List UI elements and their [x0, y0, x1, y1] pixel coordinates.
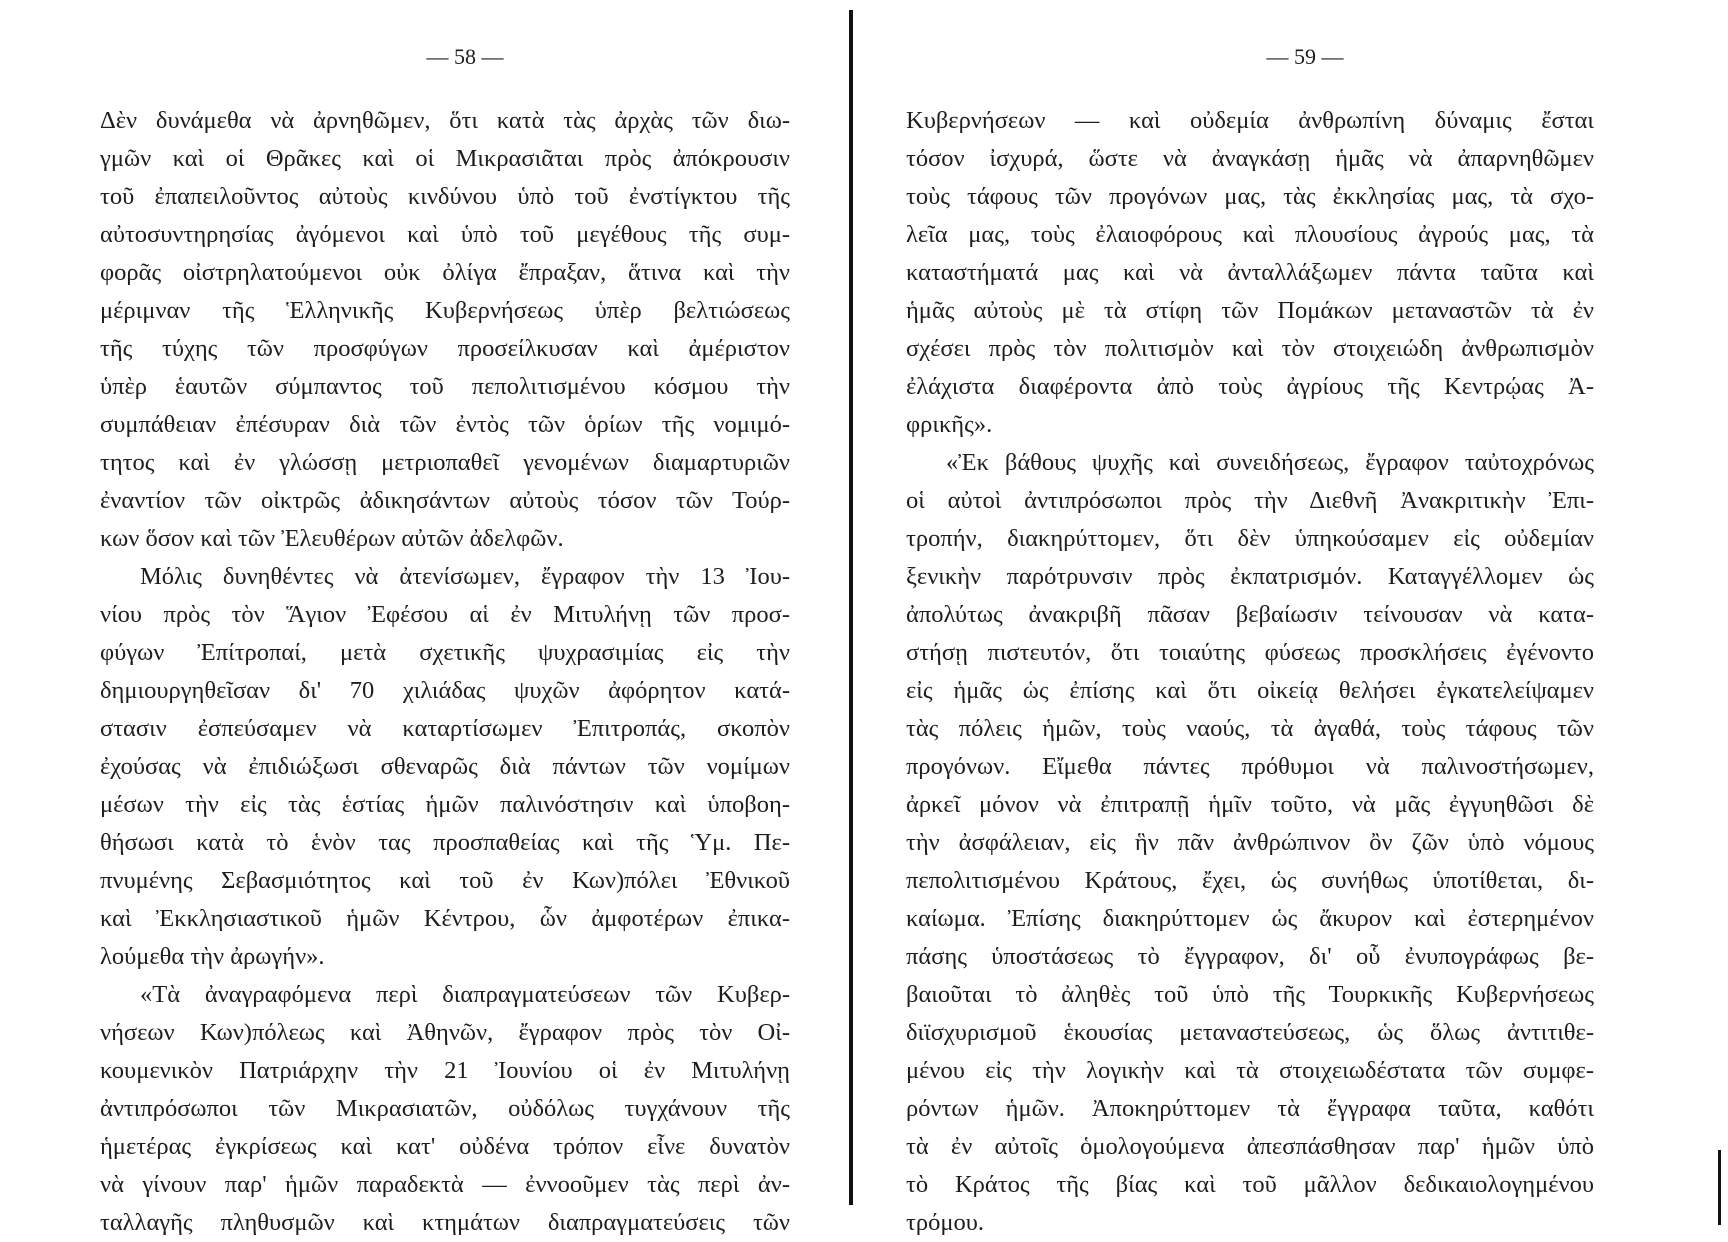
text-line: πνυμένης Σεβασμιότητος καὶ τοῦ ἐν Κων)πόλει Ἐθνικοῦ	[100, 867, 790, 894]
text-line: στασιν ἐσπεύσαμεν νὰ καταρτίσωμεν Ἐπιτροπάς, σκοπὸν	[100, 715, 790, 742]
text-line: θήσωσι κατὰ τὸ ἑνὸν τας προσπαθείας καὶ τῆς Ὑμ. Πε-	[100, 829, 790, 856]
text-line: νὰ γίνουν παρ' ἡμῶν παραδεκτὰ — ἐννοοῦμεν τὰς περὶ ἀν-	[100, 1171, 790, 1198]
text-line: καίωμα. Ἐπίσης διακηρύττομεν ὡς ἄκυρον καὶ ἐστερημένον	[906, 905, 1594, 932]
text-line: «Τὰ ἀναγραφόμενα περὶ διαπραγματεύσεων τῶν Κυβερ-	[140, 981, 790, 1008]
text-line: τὰ ἐν αὐτοῖς ὁμολογούμενα ἀπεσπάσθησαν παρ' ἡμῶν ὑπὸ	[906, 1133, 1594, 1160]
text-line: πεπολιτισμένου Κράτους, ἔχει, ὡς συνήθως ὑποτίθεται, δι-	[906, 867, 1594, 894]
text-line: νήσεων Κων)πόλεως καὶ Ἀθηνῶν, ἔγραφον πρὸς τὸν Οἰ-	[100, 1019, 790, 1046]
text-line: τὰς πόλεις ἡμῶν, τοὺς ναούς, τὰ ἀγαθά, τοὺς τάφους τῶν	[906, 715, 1594, 742]
text-line: αὐτοσυντηρησίας ἀγόμενοι καὶ ὑπὸ τοῦ μεγέθους τῆς συμ-	[100, 221, 790, 248]
text-line: συμπάθειαν ἐπέσυραν διὰ τῶν ἐντὸς τῶν ὁρίων τῆς νομιμό-	[100, 411, 790, 438]
text-line: τὸ Κράτος τῆς βίας καὶ τοῦ μᾶλλον δεδικαιολογημένου	[906, 1171, 1594, 1198]
text-line: ἀρκεῖ μόνον νὰ ἐπιτραπῇ ἡμῖν τοῦτο, νὰ μᾶς ἐγγυηθῶσι δὲ	[906, 791, 1594, 818]
text-line: τρόμου.	[906, 1209, 984, 1236]
text-line: πάσης ὑποστάσεως τὸ ἔγγραφον, δι' οὗ ἐνυπογράφως βε-	[906, 943, 1594, 970]
text-line: νίου πρὸς τὸν Ἅγιον Ἐφέσου αἱ ἐν Μιτυλήνῃ τῶν προσ-	[100, 601, 790, 628]
text-line: λούμεθα τὴν ἀρωγήν».	[100, 943, 325, 970]
text-line: ἐλάχιστα διαφέροντα ἀπὸ τοὺς ἀγρίους τῆς Κεντρῴας Ἀ-	[906, 373, 1594, 400]
text-line: μέσων τὴν εἰς τὰς ἑστίας ἡμῶν παλινόστησιν καὶ ὑποβοη-	[100, 791, 790, 818]
text-line: τροπήν, διακηρύττομεν, ὅτι δὲν ὑπηκούσαμεν εἰς οὐδεμίαν	[906, 525, 1594, 552]
text-line: Δὲν δυνάμεθα νὰ ἀρνηθῶμεν, ὅτι κατὰ τὰς ἀρχὰς τῶν διω-	[100, 107, 790, 134]
text-line: τητος καὶ ἐν γλώσσῃ μετριοπαθεῖ γενομένων διαμαρτυριῶν	[100, 449, 790, 476]
text-line: λεῖα μας, τοὺς ἐλαιοφόρους καὶ πλουσίους ἀγρούς μας, τὰ	[906, 221, 1594, 248]
text-line: κων ὅσον καὶ τῶν Ἐλευθέρων αὐτῶν ἀδελφῶν.	[100, 525, 564, 552]
text-line: στήσῃ πιστευτόν, ὅτι τοιαύτης φύσεως προσκλήσεις ἐγένοντο	[906, 639, 1594, 666]
text-line: τοὺς τάφους τῶν προγόνων μας, τὰς ἐκκλησίας μας, τὰ σχο-	[906, 183, 1594, 210]
text-line: βαιοῦται τὸ ἀληθὲς τοῦ ὑπὸ τῆς Τουρκικῆς Κυβερνήσεως	[906, 981, 1594, 1008]
text-line: φύγων Ἐπίτροπαί, μετὰ σχετικῆς ψυχρασιμίας εἰς τὴν	[100, 639, 790, 666]
text-line: γμῶν καὶ οἱ Θρᾶκες καὶ οἱ Μικρασιᾶται πρὸς ἀπόκρουσιν	[100, 145, 790, 172]
text-line: καὶ Ἐκκλησιαστικοῦ ἡμῶν Κέντρου, ὧν ἀμφοτέρων ἐπικα-	[100, 905, 790, 932]
text-line: ἐχούσας νὰ ἐπιδιώξωσι σθεναρῶς διὰ πάντων τῶν νομίμων	[100, 753, 790, 780]
text-line: διϊσχυρισμοῦ ἑκουσίας μεταναστεύσεως, ὡς ὅλως ἀντιτιθε-	[906, 1019, 1594, 1046]
page-number: — 59 —	[1266, 44, 1344, 69]
text-line: ἀντιπρόσωποι τῶν Μικρασιατῶν, οὐδόλως τυγχάνουν τῆς	[100, 1095, 790, 1122]
text-line: ξενικὴν παρότρυνσιν πρὸς ἐκπατρισμόν. Καταγγέλλομεν ὡς	[906, 563, 1594, 590]
text-line: τὴν ἀσφάλειαν, εἰς ἣν πᾶν ἀνθρώπινον ὂν ζῶν ὑπὸ νόμους	[906, 829, 1594, 856]
left-page	[100, 0, 790, 1242]
text-line: προγόνων. Εἴμεθα πάντες πρόθυμοι νὰ παλινοστήσωμεν,	[906, 753, 1594, 780]
text-line: ταλλαγῆς πληθυσμῶν καὶ κτημάτων διαπραγματεύσεις τῶν	[100, 1209, 790, 1236]
text-line: ὑπὲρ ἑαυτῶν σύμπαντος τοῦ πεπολιτισμένου κόσμου τὴν	[100, 373, 790, 400]
text-line: κουμενικὸν Πατριάρχην τὴν 21 Ἰουνίου οἱ ἐν Μιτυλήνῃ	[100, 1057, 790, 1084]
text-line: ἡμετέρας ἐγκρίσεως καὶ κατ' οὐδένα τρόπον εἶνε δυνατὸν	[100, 1133, 790, 1160]
page-body	[100, 102, 790, 1242]
text-line: εἰς ἡμᾶς ὡς ἐπίσης καὶ ὅτι οἰκείᾳ θελήσει ἐγκατελείψαμεν	[906, 677, 1594, 704]
text-line: ἐναντίον τῶν οἰκτρῶς ἀδικησάντων αὐτοὺς τόσον τῶν Τούρ-	[100, 487, 790, 514]
edge-mark	[1718, 1150, 1721, 1225]
text-line: τοῦ ἐπαπειλοῦντος αὐτοὺς κινδύνου ὑπὸ τοῦ ἐνστίγκτου τῆς	[100, 183, 790, 210]
text-line: ρόντων ἡμῶν. Ἀποκηρύττομεν τὰ ἔγγραφα ταῦτα, καθότι	[906, 1095, 1594, 1122]
page-body	[906, 102, 1594, 1242]
text-line: φορᾶς οἰστρηλατούμενοι οὐκ ὀλίγα ἔπραξαν, ἅτινα καὶ τὴν	[100, 259, 790, 286]
text-line: τόσον ἰσχυρά, ὥστε νὰ ἀναγκάσῃ ἡμᾶς νὰ ἀπαρνηθῶμεν	[906, 145, 1594, 172]
text-line: δημιουργηθεῖσαν δι' 70 χιλιάδας ψυχῶν ἀφόρητον κατά-	[100, 677, 790, 704]
text-line: ἀπολύτως ἀνακριβῆ πᾶσαν βεβαίωσιν τείνουσαν νὰ κατα-	[906, 601, 1594, 628]
text-line: οἱ αὐτοὶ ἀντιπρόσωποι πρὸς τὴν Διεθνῆ Ἀνακριτικὴν Ἐπι-	[906, 487, 1594, 514]
text-line: ἡμᾶς αὐτοὺς μὲ τὰ στίφη τῶν Πομάκων μεταναστῶν τὰ ἐν	[906, 297, 1594, 324]
page-number: — 58 —	[426, 44, 504, 69]
text-line: σχέσει πρὸς τὸν πολιτισμὸν καὶ τὸν στοιχειώδη ἀνθρωπισμὸν	[906, 335, 1594, 362]
right-page	[906, 0, 1594, 1242]
text-line: Μόλις δυνηθέντες νὰ ἀτενίσωμεν, ἔγραφον τὴν 13 Ἰου-	[140, 563, 790, 590]
gutter-rule	[849, 10, 853, 1205]
text-line: Κυβερνήσεων — καὶ οὐδεμία ἀνθρωπίνη δύναμις ἔσται	[906, 107, 1594, 134]
text-line: καταστήματά μας καὶ νὰ ἀνταλλάξωμεν πάντα ταῦτα καὶ	[906, 259, 1594, 286]
text-line: μέριμναν τῆς Ἑλληνικῆς Κυβερνήσεως ὑπὲρ βελτιώσεως	[100, 297, 790, 324]
text-line: φρικῆς».	[906, 411, 993, 438]
text-line: «Ἐκ βάθους ψυχῆς καὶ συνειδήσεως, ἔγραφον ταὐτοχρόνως	[946, 449, 1594, 476]
text-line: τῆς τύχης τῶν προσφύγων προσείλκυσαν καὶ ἀμέριστον	[100, 335, 790, 362]
text-line: μένου εἰς τὴν λογικὴν καὶ τὰ στοιχειωδέστατα τῶν συμφε-	[906, 1057, 1594, 1084]
